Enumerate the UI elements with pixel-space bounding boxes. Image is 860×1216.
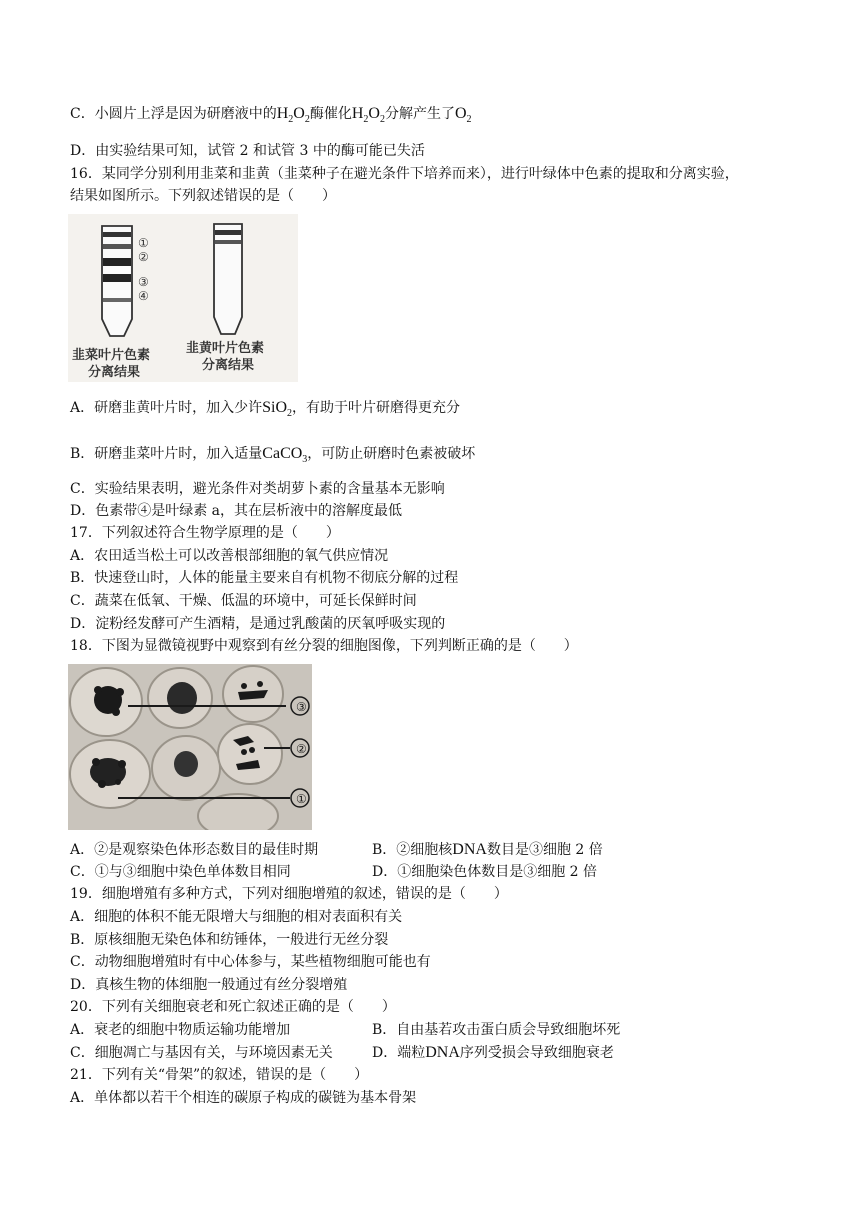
band-label-2: ② — [138, 250, 149, 264]
q17-option-d: D．淀粉经发酵可产生酒精，是通过乳酸菌的厌氧呼吸实现的 — [70, 616, 446, 632]
q19-stem: 19．细胞增殖有多种方式，下列对细胞增殖的叙述，错误的是（ ） — [70, 886, 508, 902]
q20-option-a: A．衰老的细胞中物质运输功能增加 — [70, 1022, 291, 1038]
q19-option-d: D．真核生物的体细胞一般通过有丝分裂增殖 — [70, 977, 348, 993]
cell-label-3: ③ — [296, 700, 307, 714]
q18-option-c: C．①与③细胞中染色单体数目相同 — [70, 864, 291, 880]
q16-stem-line2: 结果如图所示。下列叙述错误的是（ ） — [70, 188, 336, 204]
q16-option-c: C．实验结果表明，避光条件对类胡萝卜素的含量基本无影响 — [70, 481, 445, 497]
caption-right-line1: 韭黄叶片色素 — [186, 341, 265, 356]
caption-right-line2: 分离结果 — [202, 358, 255, 373]
q17-stem: 17．下列叙述符合生物学原理的是（ ） — [70, 525, 340, 541]
q18-option-b: B．②细胞核DNA数目是③细胞 2 倍 — [372, 841, 603, 858]
q19-option-b: B．原核细胞无染色体和纺锤体，一般进行无丝分裂 — [70, 932, 389, 948]
q16-option-d: D．色素带④是叶绿素 a，其在层析液中的溶解度最低 — [70, 503, 403, 519]
q19-option-c: C．动物细胞增殖时有中心体参与，某些植物细胞可能也有 — [70, 954, 431, 970]
q16-option-b: B．研磨韭菜叶片时，加入适量CaCO$_3$，可防止研磨时色素被破坏 — [70, 445, 476, 466]
leek-yellow-tube — [214, 224, 242, 334]
band-label-3: ③ — [138, 275, 149, 289]
q20-option-b: B．自由基若攻击蛋白质会导致细胞坏死 — [372, 1022, 621, 1038]
band-label-4: ④ — [138, 289, 149, 303]
q15-option-d: D．由实验结果可知，试管 2 和试管 3 中的酶可能已失活 — [70, 143, 425, 159]
q21-stem: 21．下列有关“骨架”的叙述，错误的是（ ） — [70, 1067, 369, 1083]
chromatography-tubes — [68, 214, 298, 382]
cell-label-1: ① — [296, 792, 307, 806]
q20-option-d: D．端粒DNA序列受损会导致细胞衰老 — [372, 1044, 614, 1061]
q21-option-a: A．单体都以若干个相连的碳原子构成的碳链为基本骨架 — [70, 1090, 417, 1106]
q19-option-a: A．细胞的体积不能无限增大与细胞的相对表面积有关 — [70, 909, 403, 925]
mitosis-micrograph — [68, 664, 312, 830]
q18-option-d: D．①细胞染色体数目是③细胞 2 倍 — [372, 864, 598, 880]
band-label-1: ① — [138, 236, 149, 250]
q17-option-b: B．快速登山时，人体的能量主要来自有机物不彻底分解的过程 — [70, 570, 459, 586]
q16-stem-line1: 16．某同学分别利用韭菜和韭黄（韭菜种子在避光条件下培养而来），进行叶绿体中色素的提取和分离实验， — [70, 166, 739, 182]
q17-option-a: A．农田适当松土可以改善根部细胞的氧气供应情况 — [70, 548, 389, 564]
cell-label-2: ② — [296, 742, 307, 756]
caption-left-line2: 分离结果 — [88, 365, 141, 380]
chromatography-figure — [68, 214, 298, 382]
leek-tube — [102, 226, 132, 336]
mitosis-cells — [68, 664, 312, 830]
q15-option-c: C．小圆片上浮是因为研磨液中的$H_2O_2$酶催化$H_2O_2$分解产生了$O_2$ — [70, 105, 472, 126]
q16-option-a: A．研磨韭黄叶片时，加入少许SiO$_2$，有助于叶片研磨得更充分 — [70, 399, 461, 420]
q18-stem: 18．下图为显微镜视野中观察到有丝分裂的细胞图像，下列判断正确的是（ ） — [70, 638, 578, 654]
q20-stem: 20．下列有关细胞衰老和死亡叙述正确的是（ ） — [70, 999, 396, 1015]
q17-option-c: C．蔬菜在低氧、干燥、低温的环境中，可延长保鲜时间 — [70, 593, 417, 609]
q18-option-a: A．②是观察染色体形态数目的最佳时期 — [70, 842, 319, 858]
q20-option-c: C．细胞凋亡与基因有关，与环境因素无关 — [70, 1045, 333, 1061]
caption-left-line1: 韭菜叶片色素 — [72, 348, 151, 363]
